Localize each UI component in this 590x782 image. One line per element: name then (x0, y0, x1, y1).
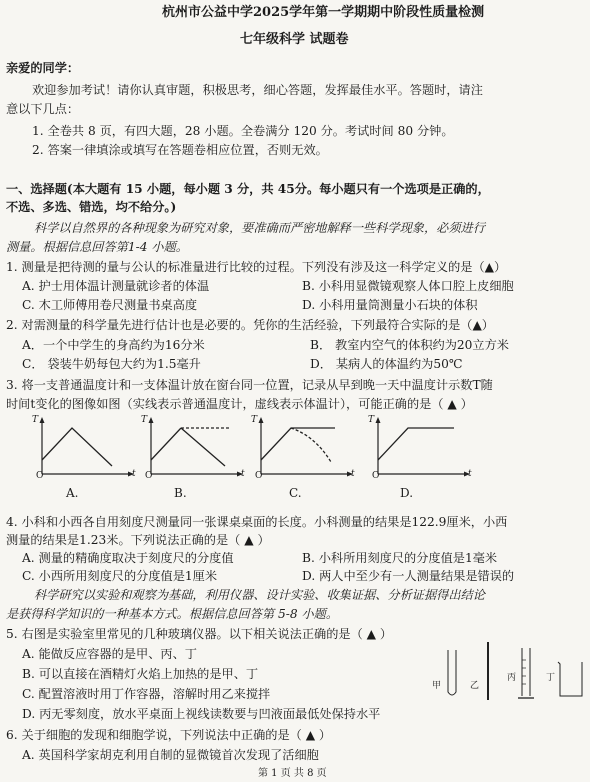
q5-option-c: C. 配置溶液时用丁作容器，溶解时用乙来搅拌 (22, 687, 271, 701)
q4-option-a: A. 测量的精确度取决于刻度尺的分度值 (22, 551, 234, 565)
context-2-line-2: 是获得科学知识的一种基本方式。根据信息回答第 5-8 小题。 (6, 607, 339, 621)
beaker-figure (556, 660, 586, 700)
q4-option-d: D. 两人中至少有一人测量结果是错误的 (302, 569, 515, 583)
q4-option-c: C. 小西所用刻度尺的分度值是1厘米 (22, 569, 218, 583)
intro-line-1: 欢迎参加考试！请你认真审题，积极思考，细心答题，发挥最佳水平。答题时，请注 (32, 83, 483, 97)
q4-option-b: B. 小科所用刻度尺的分度值是1毫米 (302, 551, 498, 565)
q3-axis-t-d: T (368, 415, 375, 425)
q3-stem-line-1: 3. 将一支普通温度计和一支体温计放在窗台同一位置，记录从早到晚一天中温度计示数T随 (6, 378, 493, 392)
q3-option-c-label: C. (289, 486, 302, 500)
q3-axis-x-c: t (351, 469, 355, 479)
q1-option-c: C. 木工师傅用卷尺测量书桌高度 (22, 298, 198, 312)
q3-axis-x-b: t (241, 469, 245, 479)
q3-graph-c (255, 416, 355, 478)
page-footer: 第 1 页 共 8 页 (258, 768, 327, 779)
q5-option-a: A. 能做反应容器的是甲、丙、丁 (22, 647, 197, 661)
q3-option-d-label: D. (400, 486, 414, 500)
q2-option-a: A．一个中学生的身高约为16分米 (22, 338, 205, 352)
note-2: 2. 答案一律填涂或填写在答题卷相应位置，否则无效。 (32, 143, 328, 157)
note-1: 1. 全卷共 8 页，有四大题，28 小题。全卷满分 120 分。考试时间 80 分钟。 (32, 124, 454, 138)
q5-stem: 5. 右图是实验室里常见的几种玻璃仪器。以下相关说法正确的是（ ▲ ） (6, 627, 393, 641)
q5-option-d: D. 丙无零刻度，放水平桌面上视线读数要与凹液面最低处保持水平 (22, 707, 381, 721)
q3-origin-a: O (36, 471, 44, 481)
q3-axis-x-a: t (132, 469, 136, 479)
section-heading-line-1: 一、选择题(本大题有 15 小题，每小题 3 分，共 45分。每小题只有一个选项是正确的， (6, 182, 490, 196)
q3-axis-t-c: T (251, 415, 258, 425)
graduated-cylinder-figure (516, 646, 536, 704)
apparatus-label-ding: 丁 (546, 673, 556, 683)
q3-axis-t-a: T (32, 415, 39, 425)
q3-graph-b (145, 416, 245, 478)
q3-axis-t-b: T (141, 415, 148, 425)
q3-origin-b: O (145, 471, 153, 481)
intro-line-2: 意以下几点： (6, 102, 80, 116)
section-heading-line-2: 不选、多选、错选，均不给分。) (6, 200, 177, 214)
q3-origin-c: O (255, 471, 263, 481)
context-2-line-1: 科学研究以实验和观察为基础，利用仪器、设计实验、收集证据、分析证据得出结论 (34, 588, 485, 602)
test-tube-figure (445, 648, 459, 700)
greeting: 亲爱的同学： (6, 61, 80, 75)
q2-option-d: D． 某病人的体温约为50℃ (310, 357, 463, 371)
q4-stem-line-2: 测量的结果是1.23米。下列说法正确的是（ ▲ ） (6, 533, 270, 547)
q1-option-a: A. 护士用体温计测量就诊者的体温 (22, 279, 210, 293)
apparatus-label-yi: 乙 (470, 681, 480, 691)
apparatus-label-jia: 甲 (432, 681, 442, 691)
exam-title: 杭州市公益中学2025学年第一学期期中阶段性质量检测 (162, 5, 485, 20)
q3-origin-d: O (372, 471, 380, 481)
q1-stem: 1. 测量是把待测的量与公认的标准量进行比较的过程。下列没有涉及这一科学定义的是（▲） (6, 260, 507, 274)
q3-axis-x-d: t (468, 469, 472, 479)
q1-option-b: B. 小科用显微镜观察人体口腔上皮细胞 (302, 279, 514, 293)
q3-graph-a (36, 416, 136, 478)
context-1-line-2: 测量。根据信息回答第1-4 小题。 (6, 240, 188, 254)
apparatus-label-bing: 丙 (507, 673, 517, 683)
q2-option-c: C． 袋装牛奶每包大约为1.5毫升 (22, 357, 201, 371)
glass-rod-figure (484, 640, 492, 702)
context-1-line-1: 科学以自然界的各种现象为研究对象，要准确而严密地解释一些科学现象，必须进行 (34, 221, 485, 235)
q6-option-a: A. 英国科学家胡克利用自制的显微镜首次发现了活细胞 (22, 748, 319, 762)
q2-stem: 2. 对需测量的科学量先进行估计也是必要的。凭你的生活经验，下列最符合实际的是（▲） (6, 318, 494, 332)
q3-option-a-label: A. (66, 486, 79, 500)
q1-option-d: D. 小科用量筒测量小石块的体积 (302, 298, 478, 312)
exam-subtitle: 七年级科学 试题卷 (240, 32, 349, 47)
q3-option-b-label: B. (174, 486, 187, 500)
q5-option-b: B. 可以直接在酒精灯火焰上加热的是甲、丁 (22, 667, 259, 681)
q2-option-b: B． 教室内空气的体积约为20立方米 (310, 338, 509, 352)
q4-stem-line-1: 4. 小科和小西各自用刻度尺测量同一张课桌桌面的长度。小科测量的结果是122.9厘米，小西 (6, 515, 508, 529)
q3-stem-line-2: 时间t变化的图像如图（实线表示普通温度计，虚线表示体温计），可能正确的是（ ▲ ） (6, 397, 473, 411)
q6-stem: 6. 关于细胞的发现和细胞学说，下列说法中正确的是（ ▲ ） (6, 728, 332, 742)
q3-graph-d (372, 416, 472, 478)
